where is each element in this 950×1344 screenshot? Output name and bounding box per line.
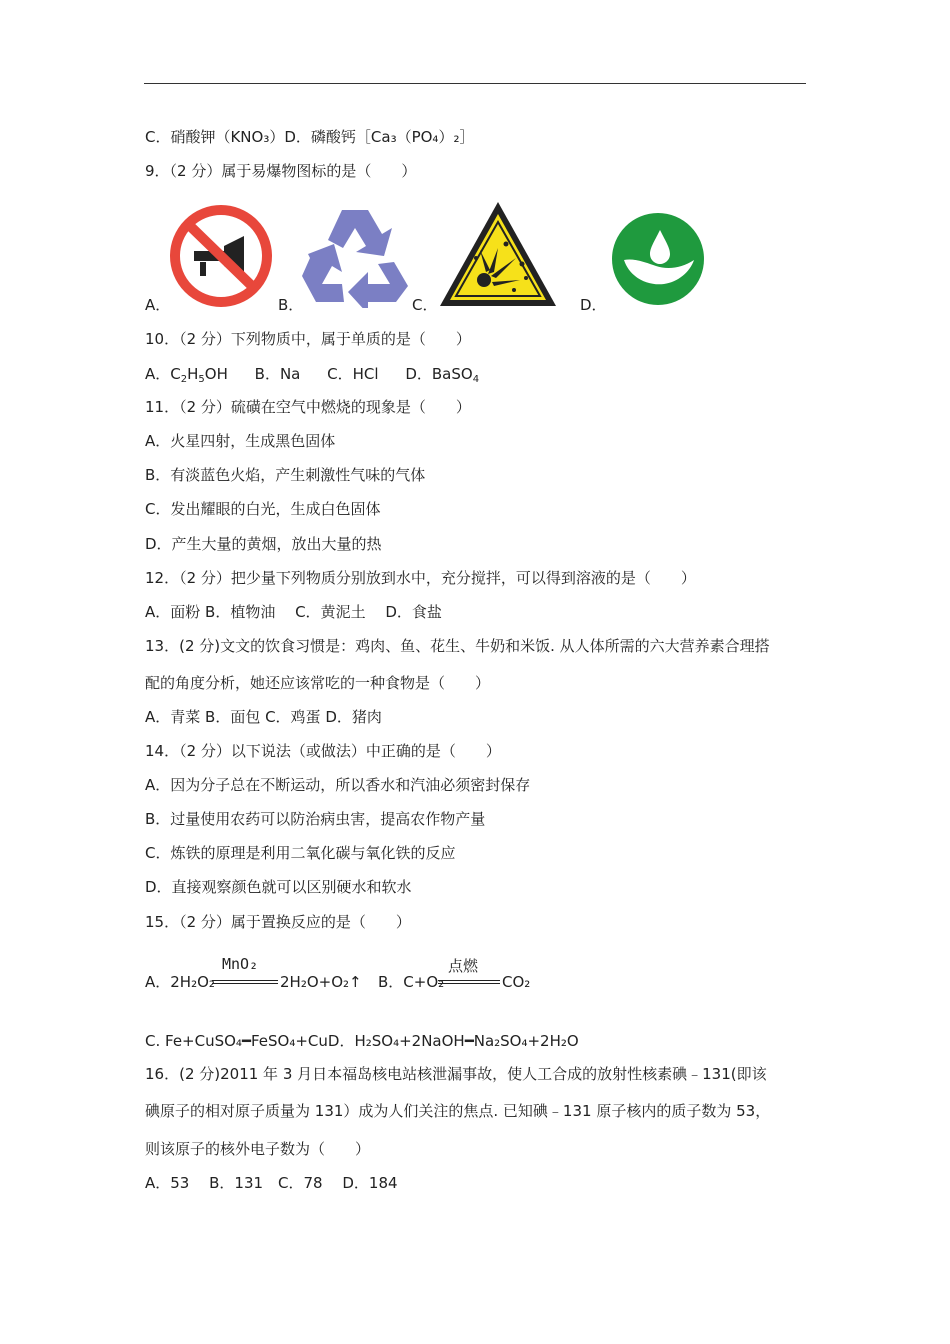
q10-option-c[interactable]: C．HCl bbox=[327, 365, 379, 383]
q14-option-c[interactable]: C．炼铁的原理是利用二氧化碳与氧化铁的反应 bbox=[145, 844, 456, 862]
q16-options[interactable]: A．53 B．131 C．78 D．184 bbox=[145, 1174, 398, 1192]
q9-option-b-label[interactable]: B． bbox=[278, 296, 304, 314]
q10-options bbox=[145, 364, 479, 390]
q15-stem: 15．（2 分）属于置换反应的是（ ） bbox=[145, 913, 411, 931]
q15-option-b-condition: 点燃 bbox=[448, 957, 479, 975]
q14-option-b[interactable]: B．过量使用农药可以防治病虫害，提高农作物产量 bbox=[145, 810, 486, 828]
q9-option-a-label[interactable]: A． bbox=[145, 296, 171, 314]
q10-option-b[interactable]: B．Na bbox=[254, 365, 301, 383]
q12-options[interactable]: A．面粉 B．植物油 C．黄泥土 D．食盐 bbox=[145, 603, 442, 621]
recycle-icon bbox=[298, 202, 412, 308]
q13-options[interactable]: A．青菜 B．面包 C．鸡蛋 D．猪肉 bbox=[145, 708, 382, 726]
q15-option-cd[interactable]: C. Fe+CuSO₄━FeSO₄+CuD．H₂SO₄+2NaOH━Na₂SO₄+2H₂O bbox=[145, 1032, 579, 1050]
q16-stem-line2: 碘原子的相对原子质量为 131）成为人们关注的焦点. 已知碘﹣131 原子核内的质子数为 53， bbox=[145, 1102, 771, 1120]
q11-option-c[interactable]: C．发出耀眼的白光，生成白色固体 bbox=[145, 500, 381, 518]
q10-stem: 10．（2 分）下列物质中，属于单质的是（ ） bbox=[145, 330, 471, 348]
q16-stem-line3: 则该原子的核外电子数为（ ） bbox=[145, 1140, 371, 1158]
q9-option-d-label[interactable]: D． bbox=[580, 296, 607, 314]
q11-option-d[interactable]: D．产生大量的黄烟，放出大量的热 bbox=[145, 535, 382, 553]
q12-stem: 12．（2 分）把少量下列物质分别放到水中，充分搅拌，可以得到溶液的是（ ） bbox=[145, 569, 696, 587]
q16-stem-line1: 16．(2 分)2011 年 3 月日本福岛核电站核泄漏事故，使人工合成的放射性核素碘﹣131(即该 bbox=[145, 1065, 767, 1083]
q15-option-a-prefix[interactable]: A．2H₂O₂ bbox=[145, 973, 215, 991]
q15-option-b-prefix[interactable]: B．C+O₂ bbox=[378, 973, 445, 991]
q11-stem: 11．（2 分）硫磺在空气中燃烧的现象是（ ） bbox=[145, 398, 471, 416]
q8-options-tail: C．硝酸钾（KNO₃）D．磷酸钙［Ca₃（PO₄）₂］ bbox=[145, 128, 475, 146]
water-saving-icon bbox=[610, 212, 706, 306]
q14-stem: 14．（2 分）以下说法（或做法）中正确的是（ ） bbox=[145, 742, 501, 760]
q9-stem: 9．（2 分）属于易爆物图标的是（ ） bbox=[145, 162, 417, 180]
explosive-warning-icon bbox=[436, 198, 560, 310]
q15-option-b-suffix: CO₂ bbox=[502, 973, 531, 991]
q15-option-a-suffix: 2H₂O+O₂↑ bbox=[280, 973, 362, 991]
q15-option-a-equals bbox=[212, 980, 278, 984]
q14-option-a[interactable]: A．因为分子总在不断运动，所以香水和汽油必须密封保存 bbox=[145, 776, 531, 794]
no-horn-icon bbox=[168, 204, 274, 308]
q9-option-c-label[interactable]: C． bbox=[412, 296, 438, 314]
q10-option-a[interactable]: A．$C_2H_5OH$ bbox=[145, 365, 228, 385]
q11-option-a[interactable]: A．火星四射，生成黑色固体 bbox=[145, 432, 336, 450]
q11-option-b[interactable]: B．有淡蓝色火焰，产生刺激性气味的气体 bbox=[145, 466, 426, 484]
header-rule bbox=[144, 83, 806, 84]
q14-option-d[interactable]: D．直接观察颜色就可以区别硬水和软水 bbox=[145, 878, 412, 896]
q15-option-a-condition: MnO₂ bbox=[222, 955, 259, 973]
q13-stem-line2: 配的角度分析，她还应该常吃的一种食物是（ ） bbox=[145, 674, 491, 692]
q13-stem-line1: 13．(2 分)文文的饮食习惯是：鸡肉、鱼、花生、牛奶和米饭. 从人体所需的六大营养素合理搭 bbox=[145, 637, 770, 655]
q15-option-b-equals bbox=[438, 980, 500, 984]
q10-option-d[interactable]: D．BaSO$_4$ bbox=[405, 365, 480, 385]
